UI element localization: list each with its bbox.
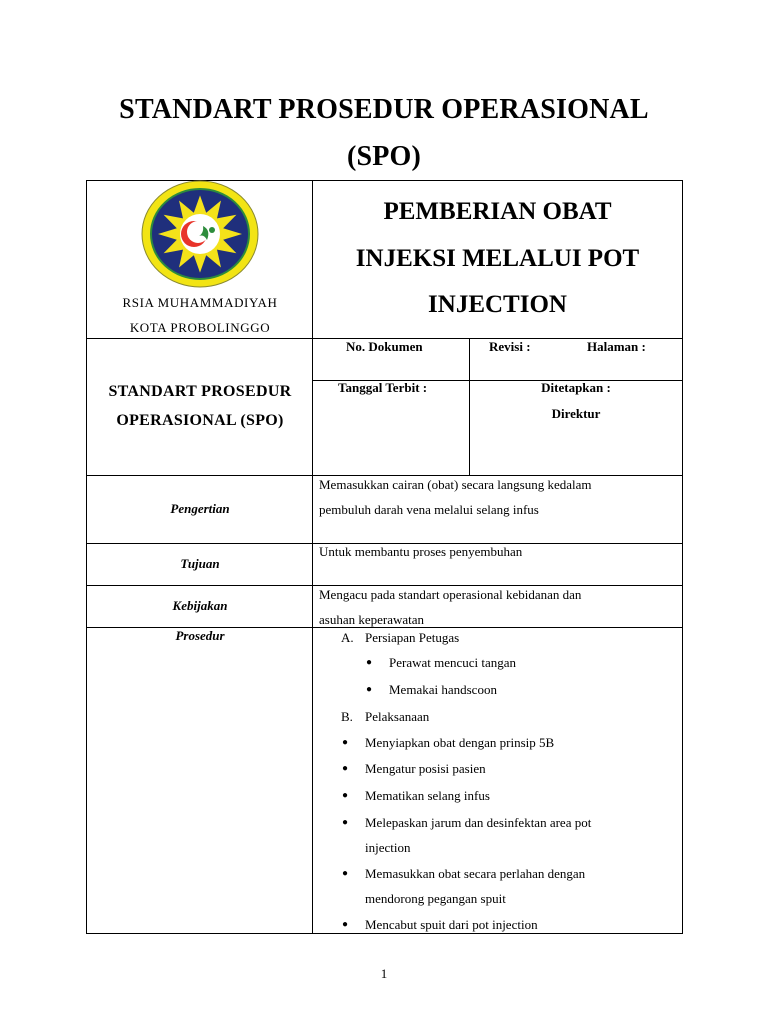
tujuan-text: Untuk membantu proses penyembuhan — [319, 544, 523, 559]
tujuan-label: Tujuan — [180, 556, 220, 571]
prosedur-b-item-continued: mendorong pegangan spuit — [365, 891, 506, 906]
spo-label-line1: STANDART PROSEDUR — [108, 383, 292, 400]
prosedur-b-label: Pelaksanaan — [365, 709, 430, 724]
no-dokumen-label: No. Dokumen — [346, 339, 423, 354]
procedure-title-line3: INJECTION — [428, 291, 567, 318]
prosedur-b-item: Mencabut spuit dari pot injection — [365, 917, 538, 932]
pengertian-text-line1: Memasukkan cairan (obat) secara langsung kedalam — [319, 477, 592, 492]
halaman-label: Halaman : — [587, 339, 646, 354]
direktur-label: Direktur — [551, 406, 601, 421]
kebijakan-text-line1: Mengacu pada standart operasional kebidanan dan — [319, 587, 582, 602]
procedure-title-line2: INJEKSI MELALUI POT — [355, 245, 640, 272]
pengertian-text-line2: pembuluh darah vena melalui selang infus — [319, 502, 539, 517]
tanggal-terbit-label: Tanggal Terbit : — [338, 380, 428, 395]
bullet-icon: ● — [342, 790, 349, 801]
bullet-icon: ● — [342, 868, 349, 879]
spo-label-line2: OPERASIONAL (SPO) — [116, 412, 284, 429]
muhammadiyah-emblem — [140, 180, 260, 288]
document-title-line1: STANDART PROSEDUR OPERASIONAL — [119, 94, 649, 125]
prosedur-label: Prosedur — [175, 628, 225, 643]
bullet-icon: ● — [366, 657, 373, 668]
procedure-title-line1: PEMBERIAN OBAT — [383, 198, 612, 225]
prosedur-b-marker: B. — [341, 709, 353, 724]
prosedur-a-label: Persiapan Petugas — [365, 630, 460, 645]
org-name-line2: KOTA PROBOLINGGO — [129, 320, 271, 335]
bullet-icon: ● — [342, 763, 349, 774]
bullet-icon: ● — [342, 919, 349, 930]
bullet-icon: ● — [342, 737, 349, 748]
hospital-logo — [140, 180, 260, 288]
prosedur-a-marker: A. — [341, 630, 354, 645]
revisi-label: Revisi : — [489, 339, 531, 354]
bullet-icon: ● — [366, 684, 373, 695]
kebijakan-text-line2: asuhan keperawatan — [319, 612, 425, 627]
prosedur-b-item: Menyiapkan obat dengan prinsip 5B — [365, 735, 555, 750]
org-name-line1: RSIA MUHAMMADIYAH — [122, 295, 278, 310]
prosedur-b-item: Melepaskan jarum dan desinfektan area pot — [365, 815, 592, 830]
bullet-icon: ● — [342, 817, 349, 828]
kebijakan-label: Kebijakan — [172, 598, 228, 613]
prosedur-a-item: Perawat mencuci tangan — [389, 655, 517, 670]
prosedur-a-item: Memakai handscoon — [389, 682, 497, 697]
ditetapkan-label: Ditetapkan : — [541, 380, 611, 395]
document-title — [0, 86, 768, 180]
pengertian-label: Pengertian — [170, 501, 230, 516]
prosedur-b-item-continued: injection — [365, 840, 411, 855]
document-title-line2: (SPO) — [346, 141, 422, 172]
page-number: 1 — [380, 966, 388, 981]
prosedur-b-item: Mengatur posisi pasien — [365, 761, 486, 776]
prosedur-b-item: Memasukkan obat secara perlahan dengan — [365, 866, 586, 881]
prosedur-b-item: Mematikan selang infus — [365, 788, 490, 803]
